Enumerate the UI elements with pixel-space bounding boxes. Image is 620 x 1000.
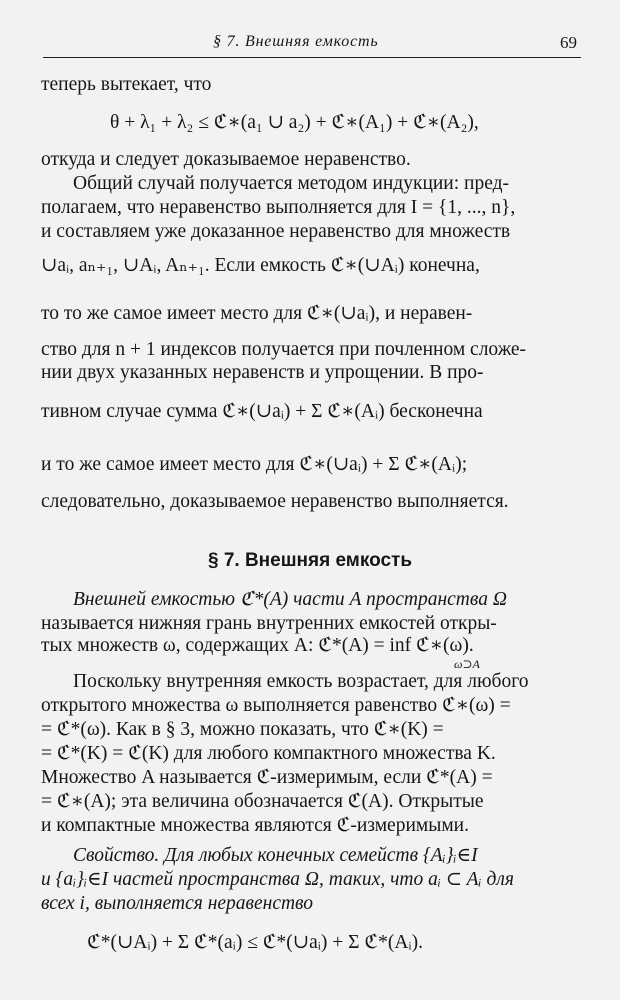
equation-1: θ + λ₁ + λ₂ ≤ ℭ∗(a₁ ∪ a₂) + ℭ∗(A₁) + ℭ∗(A₂), xyxy=(110,112,479,133)
text-line: Множество A называется ℭ-измеримым, если ℭ*(A) = xyxy=(41,767,493,788)
text-line: следовательно, доказываемое неравенство выполняется. xyxy=(41,491,509,512)
text-line: то то же самое имеет место для ℭ∗(∪aᵢ), и неравен- xyxy=(41,303,473,324)
text-line: нии двух указанных неравенств и упрощении. В про- xyxy=(41,362,484,383)
text-line: и компактные множества являются ℭ-измеримыми. xyxy=(41,815,469,836)
text-line: ∪aᵢ, aₙ₊₁, ∪Aᵢ, Aₙ₊₁. Если емкость ℭ∗(∪Aᵢ) конечна, xyxy=(41,255,480,276)
equation-2: ℭ*(∪Aᵢ) + Σ ℭ*(aᵢ) ≤ ℭ*(∪aᵢ) + Σ ℭ*(Aᵢ). xyxy=(87,932,423,953)
text-line: тых множеств ω, содержащих A: ℭ*(A) = inf ℭ∗(ω). xyxy=(41,635,474,656)
text-line: Поскольку внутренняя емкость возрастает, для любого xyxy=(73,671,529,692)
text-line: Свойство. Для любых конечных семейств {Aᵢ}ᵢ∈I xyxy=(73,845,478,866)
text-line: ство для n + 1 индексов получается при почленном сложе- xyxy=(41,339,527,360)
text-line: всех i, выполняется неравенство xyxy=(41,893,314,914)
text-line: называется нижняя грань внутренних емкостей откры- xyxy=(41,613,497,634)
text-line: полагаем, что неравенство выполняется для I = {1, ..., n}, xyxy=(41,197,516,218)
text-line: откуда и следует доказываемое неравенство. xyxy=(41,149,411,170)
text-line: и то же самое имеет место для ℭ∗(∪aᵢ) + Σ ℭ∗(Aᵢ); xyxy=(41,454,468,475)
inf-subscript: ω⊃A xyxy=(454,657,480,671)
text-line: = ℭ∗(A); эта величина обозначается ℭ(A). Открытые xyxy=(41,791,484,812)
text-line: тивном случае сумма ℭ∗(∪aᵢ) + Σ ℭ∗(Aᵢ) бесконечна xyxy=(41,401,483,422)
running-header: § 7. Внешняя емкость xyxy=(213,33,379,50)
page-number: 69 xyxy=(560,33,577,52)
text-line: Общий случай получается методом индукции: пред- xyxy=(73,173,510,194)
text-line: теперь вытекает, что xyxy=(41,74,212,95)
section-heading: § 7. Внешняя емкость xyxy=(207,550,413,571)
text-line: = ℭ*(ω). Как в § 3, можно показать, что ℭ∗(K) = xyxy=(41,719,444,740)
text-line: = ℭ*(K) = ℭ(K) для любого компактного множества K. xyxy=(41,743,496,764)
text-line: и составляем уже доказанное неравенство для множеств xyxy=(41,221,511,242)
text-line: открытого множества ω выполняется равенство ℭ∗(ω) = xyxy=(41,695,511,716)
text-line: Внешней емкостью ℭ*(A) части A пространства Ω xyxy=(73,589,507,610)
text-line: и {aᵢ}ᵢ∈I частей пространства Ω, таких, что aᵢ ⊂ Aᵢ для xyxy=(41,869,514,890)
header-rule xyxy=(43,57,581,58)
